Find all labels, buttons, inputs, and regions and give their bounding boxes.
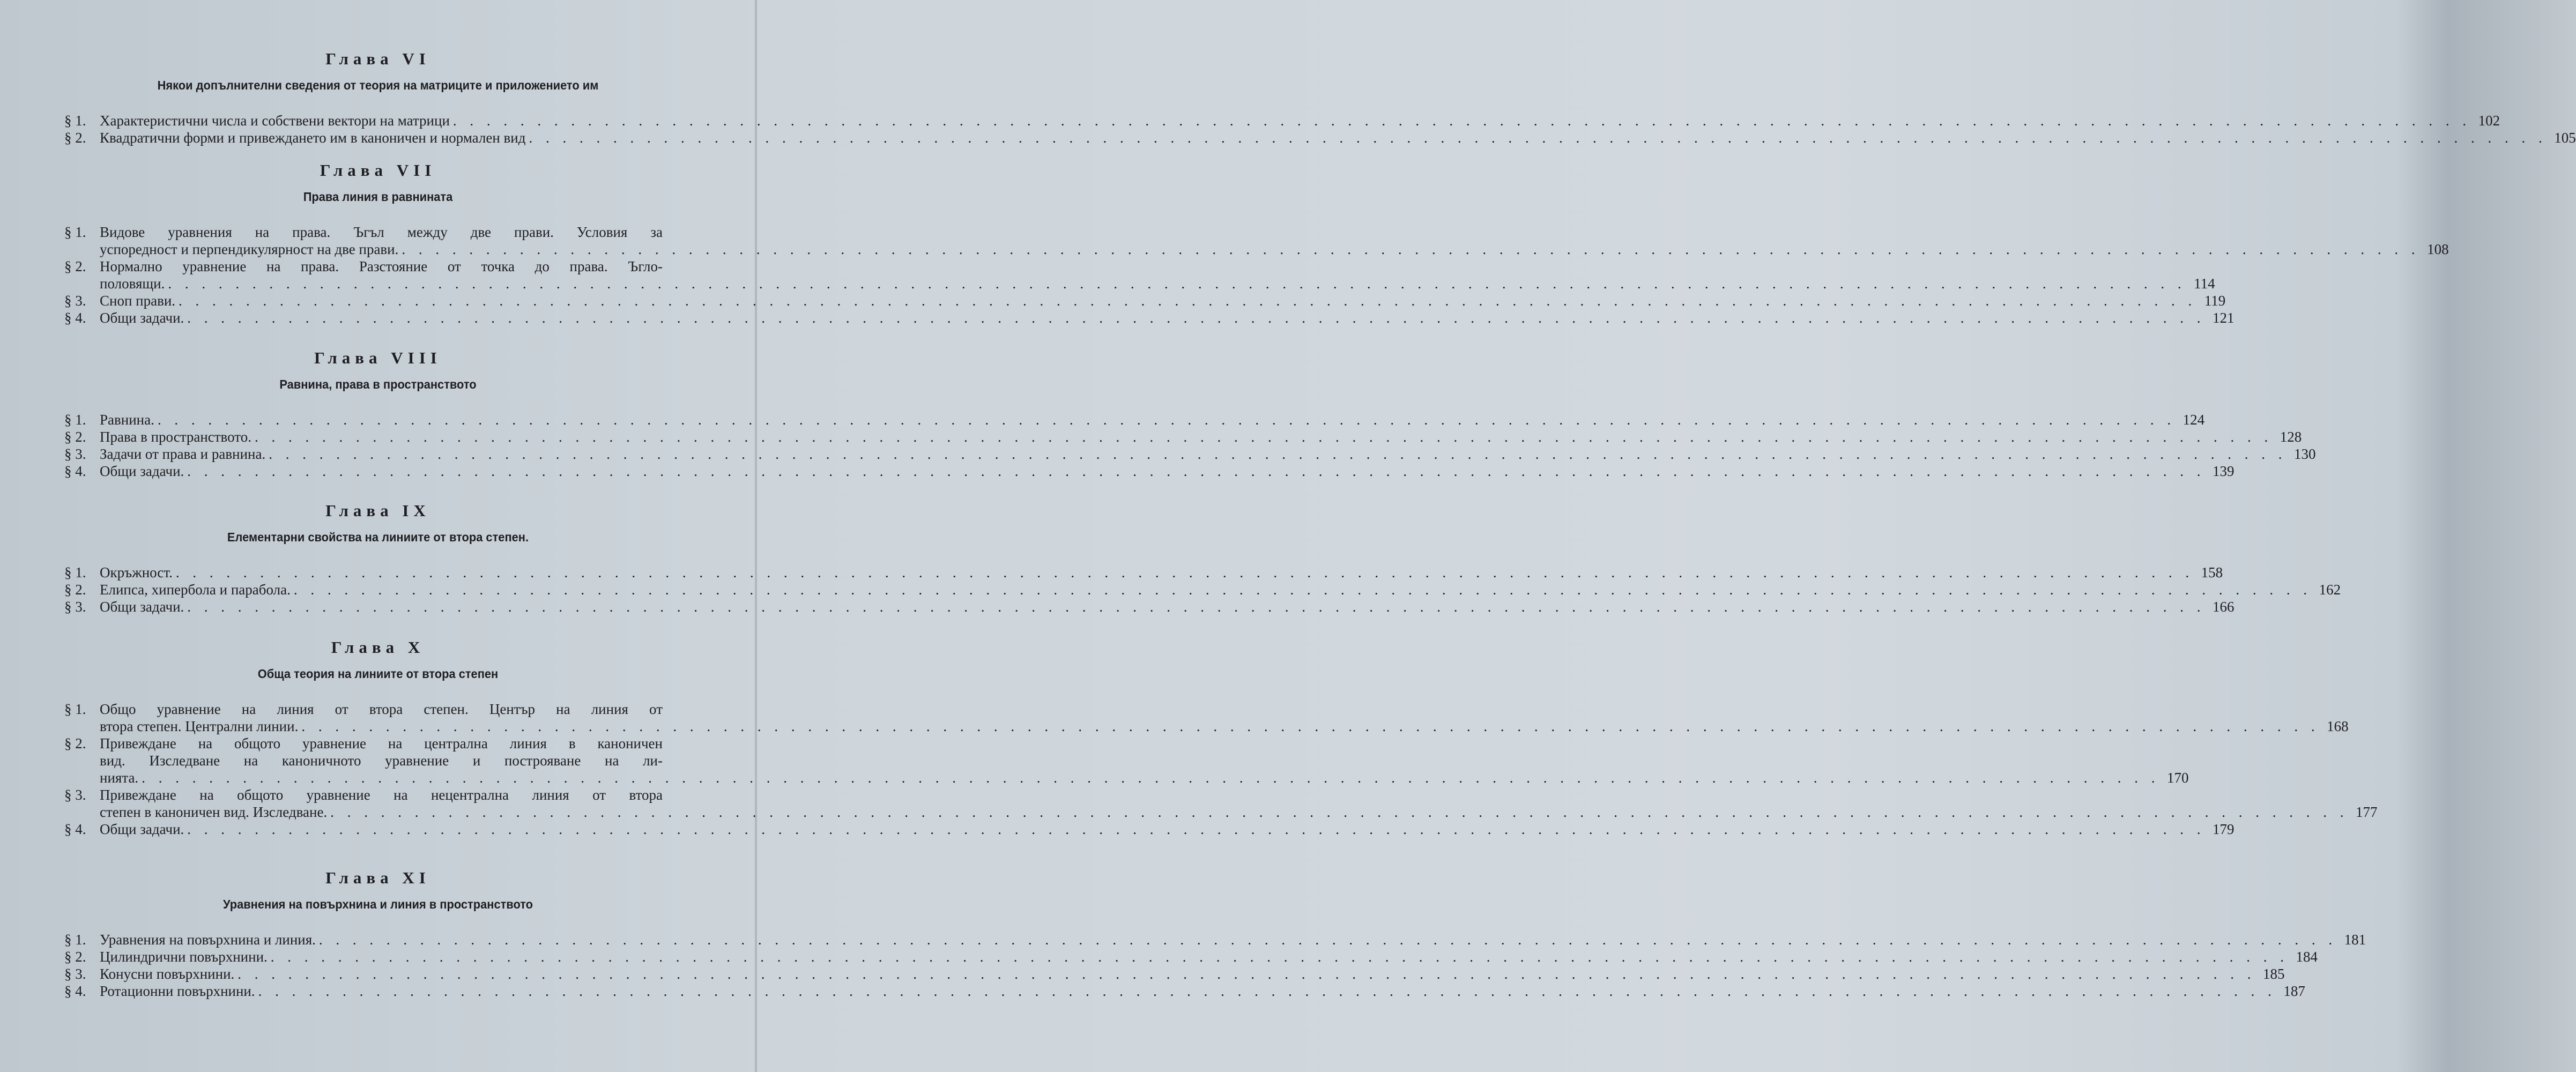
toc-entry[interactable] <box>64 564 2223 581</box>
entry-text: Общи задачи. <box>100 310 184 326</box>
toc-entry[interactable] <box>64 428 2302 445</box>
toc-entry[interactable] <box>64 112 2500 129</box>
entry-text: вид. Изследване на каноничното уравнение и построяване на ли- <box>100 753 663 769</box>
chapter-section <box>64 49 2576 146</box>
dot-leader: . . . . . . . . . . . . . . . . . . . . . . . . . . . . . . . . . . . . . . . . . . . . . . . . . . . . . . . . . . . . . . . . . . . . . . . . . . . . . . . . . . . . . . . . . . . . . . . . . . . . . . . . . . . . . . . . . . . . . . . . <box>142 770 2160 786</box>
dot-leader: . . . . . . . . . . . . . . . . . . . . . . . . . . . . . . . . . . . . . . . . . . . . . . . . . . . . . . . . . . . . . . . . . . . . . . . . . . . . . . . . . . . . . . . . . . . . . . . . . . . . . . . . . . . . . . . . . . . . . . . . <box>187 310 2206 326</box>
entry-text: Привеждане на общото уравнение на нецентрална линия от втора <box>100 787 663 803</box>
page-number: 121 <box>2213 310 2234 326</box>
page-number: 181 <box>2344 932 2366 948</box>
section-number: § 1. <box>64 564 86 580</box>
entry-text: втора степен. Централни линии. <box>100 718 299 734</box>
dot-leader: . . . . . . . . . . . . . . . . . . . . . . . . . . . . . . . . . . . . . . . . . . . . . . . . . . . . . . . . . . . . . . . . . . . . . . . . . . . . . . . . . . . . . . . . . . . . . . . . . . . . . . . . . . . . . . . . . . . . . . . . <box>269 446 2287 462</box>
chapter-section <box>64 348 2316 480</box>
page-number: 185 <box>2263 966 2285 982</box>
section-number: § 2. <box>64 429 86 445</box>
chapter-heading: Глава VII <box>320 161 436 180</box>
toc-entry[interactable] <box>64 965 2285 982</box>
entry-text: Сноп прави. <box>100 293 176 309</box>
entry-text: Равнина. <box>100 412 154 428</box>
toc-entry[interactable] <box>64 445 2316 463</box>
chapter-section <box>64 501 2341 615</box>
toc-entry[interactable] <box>64 735 2189 786</box>
page-number: 114 <box>2194 276 2215 292</box>
section-number: § 1. <box>64 932 86 948</box>
dot-leader: . . . . . . . . . . . . . . . . . . . . . . . . . . . . . . . . . . . . . . . . . . . . . . . . . . . . . . . . . . . . . . . . . . . . . . . . . . . . . . . . . . . . . . . . . . . . . . . . . . . . . . . . . . . . . . . . . . . . . . . . <box>254 429 2273 445</box>
chapter-section <box>64 161 2449 326</box>
page-number: 102 <box>2478 113 2500 129</box>
dot-leader: . . . . . . . . . . . . . . . . . . . . . . . . . . . . . . . . . . . . . . . . . . . . . . . . . . . . . . . . . . . . . . . . . . . . . . . . . . . . . . . . . . . . . . . . . . . . . . . . . . . . . . . . . . . . . . . . . . . . . . . . <box>175 564 2194 580</box>
chapter-section <box>64 868 2366 1000</box>
chapter-title: Уравнения на повърхнина и линия в пространството <box>222 897 533 911</box>
dot-leader: . . . . . . . . . . . . . . . . . . . . . . . . . . . . . . . . . . . . . . . . . . . . . . . . . . . . . . . . . . . . . . . . . . . . . . . . . . . . . . . . . . . . . . . . . . . . . . . . . . . . . . . . . . . . . . . . . . . . . . . . <box>293 582 2312 598</box>
page-number: 179 <box>2213 821 2234 837</box>
section-number: § 4. <box>64 310 86 326</box>
dot-leader: . . . . . . . . . . . . . . . . . . . . . . . . . . . . . . . . . . . . . . . . . . . . . . . . . . . . . . . . . . . . . . . . . . . . . . . . . . . . . . . . . . . . . . . . . . . . . . . . . . . . . . . . . . . . . . . . . . . . . . . . <box>330 804 2349 820</box>
chapter-title: Обща теория на линиите от втора степен <box>257 667 499 681</box>
entry-text: успоредност и перпендикулярност на две прави. <box>100 241 399 257</box>
dot-leader: . . . . . . . . . . . . . . . . . . . . . . . . . . . . . . . . . . . . . . . . . . . . . . . . . . . . . . . . . . . . . . . . . . . . . . . . . . . . . . . . . . . . . . . . . . . . . . . . . . . . . . . . . . . . . . . . . . . . . . . . <box>402 241 2420 257</box>
entry-text: нията. <box>100 770 139 786</box>
entry-list <box>64 931 2366 1000</box>
entry-text: Нормално уравнение на права. Разстояние от точка до права. Ъгло- <box>100 258 663 274</box>
entry-text: Права в пространството. <box>100 429 251 445</box>
section-number: § 2. <box>64 130 86 146</box>
entry-list <box>64 112 2576 146</box>
dot-leader: . . . . . . . . . . . . . . . . . . . . . . . . . . . . . . . . . . . . . . . . . . . . . . . . . . . . . . . . . . . . . . . . . . . . . . . . . . . . . . . . . . . . . . . . . . . . . . . . . . . . . . . . . . . . . . . . . . . . . . . . <box>168 276 2186 292</box>
section-number: § 1. <box>64 224 86 240</box>
chapter-heading: Глава VIII <box>314 348 442 367</box>
page-number: 128 <box>2280 429 2302 445</box>
page-number: 187 <box>2283 983 2305 999</box>
entry-text: Конусни повърхнини. <box>100 966 235 982</box>
page-number: 108 <box>2427 241 2449 257</box>
entry-text: Общи задачи. <box>100 599 184 615</box>
entry-text: Общи задачи. <box>100 463 184 479</box>
page-number: 119 <box>2204 293 2226 309</box>
entry-list <box>64 564 2341 615</box>
entry-text: Характеристични числа и собствени вектори на матрици <box>100 113 450 129</box>
entry-text: степен в каноничен вид. Изследване. <box>100 804 328 820</box>
dot-leader: . . . . . . . . . . . . . . . . . . . . . . . . . . . . . . . . . . . . . . . . . . . . . . . . . . . . . . . . . . . . . . . . . . . . . . . . . . . . . . . . . . . . . . . . . . . . . . . . . . . . . . . . . . . . . . . . . . . . . . . . <box>452 113 2471 129</box>
entry-text: Задачи от права и равнина. <box>100 446 266 462</box>
toc-entry[interactable] <box>64 786 2378 821</box>
section-number: § 1. <box>64 412 86 428</box>
page-number: 105 <box>2554 130 2576 146</box>
section-number: § 4. <box>64 821 86 837</box>
page-number: 158 <box>2201 564 2223 580</box>
toc-entry[interactable] <box>64 982 2305 1000</box>
entry-text: Окръжност. <box>100 564 173 580</box>
dot-leader: . . . . . . . . . . . . . . . . . . . . . . . . . . . . . . . . . . . . . . . . . . . . . . . . . . . . . . . . . . . . . . . . . . . . . . . . . . . . . . . . . . . . . . . . . . . . . . . . . . . . . . . . . . . . . . . . . . . . . . . . <box>187 821 2206 837</box>
section-number: § 3. <box>64 787 86 803</box>
section-number: § 3. <box>64 446 86 462</box>
toc-entry[interactable] <box>64 129 2576 146</box>
toc-entry[interactable] <box>64 411 2205 428</box>
section-number: § 4. <box>64 463 86 479</box>
toc-entry[interactable] <box>64 292 2226 309</box>
page-number: 130 <box>2293 446 2316 462</box>
chapter-section <box>64 638 2378 838</box>
entry-text: Цилиндрични повърхнини. <box>100 949 268 965</box>
section-number: § 3. <box>64 293 86 309</box>
dot-leader: . . . . . . . . . . . . . . . . . . . . . . . . . . . . . . . . . . . . . . . . . . . . . . . . . . . . . . . . . . . . . . . . . . . . . . . . . . . . . . . . . . . . . . . . . . . . . . . . . . . . . . . . . . . . . . . . . . . . . . . . <box>270 949 2289 965</box>
section-number: § 2. <box>64 735 86 751</box>
dot-leader: . . . . . . . . . . . . . . . . . . . . . . . . . . . . . . . . . . . . . . . . . . . . . . . . . . . . . . . . . . . . . . . . . . . . . . . . . . . . . . . . . . . . . . . . . . . . . . . . . . . . . . . . . . . . . . . . . . . . . . . . <box>157 412 2176 428</box>
dot-leader: . . . . . . . . . . . . . . . . . . . . . . . . . . . . . . . . . . . . . . . . . . . . . . . . . . . . . . . . . . . . . . . . . . . . . . . . . . . . . . . . . . . . . . . . . . . . . . . . . . . . . . . . . . . . . . . . . . . . . . . . <box>529 130 2547 146</box>
chapter-heading: Глава X <box>331 638 425 657</box>
section-number: § 2. <box>64 949 86 965</box>
page-number: 124 <box>2182 412 2205 428</box>
toc-entry[interactable] <box>64 224 2449 258</box>
entry-text: Привеждане на общото уравнение на централна линия в каноничен <box>100 735 663 751</box>
toc-entry[interactable] <box>64 581 2341 598</box>
toc-entry[interactable] <box>64 948 2318 965</box>
entry-list <box>64 224 2449 326</box>
page-number: 139 <box>2213 463 2234 479</box>
toc-entry[interactable] <box>64 931 2366 948</box>
section-number: § 1. <box>64 113 86 129</box>
entry-text: Квадратични форми и привеждането им в каноничен и нормален вид <box>100 130 526 146</box>
dot-leader: . . . . . . . . . . . . . . . . . . . . . . . . . . . . . . . . . . . . . . . . . . . . . . . . . . . . . . . . . . . . . . . . . . . . . . . . . . . . . . . . . . . . . . . . . . . . . . . . . . . . . . . . . . . . . . . . . . . . . . . . <box>237 966 2256 982</box>
dot-leader: . . . . . . . . . . . . . . . . . . . . . . . . . . . . . . . . . . . . . . . . . . . . . . . . . . . . . . . . . . . . . . . . . . . . . . . . . . . . . . . . . . . . . . . . . . . . . . . . . . . . . . . . . . . . . . . . . . . . . . . . <box>318 932 2337 948</box>
toc-entry[interactable] <box>64 598 2234 615</box>
entry-text: половящи. <box>100 276 165 292</box>
dot-leader: . . . . . . . . . . . . . . . . . . . . . . . . . . . . . . . . . . . . . . . . . . . . . . . . . . . . . . . . . . . . . . . . . . . . . . . . . . . . . . . . . . . . . . . . . . . . . . . . . . . . . . . . . . . . . . . . . . . . . . . . <box>187 463 2206 479</box>
dot-leader: . . . . . . . . . . . . . . . . . . . . . . . . . . . . . . . . . . . . . . . . . . . . . . . . . . . . . . . . . . . . . . . . . . . . . . . . . . . . . . . . . . . . . . . . . . . . . . . . . . . . . . . . . . . . . . . . . . . . . . . . <box>179 293 2197 309</box>
toc-entry[interactable] <box>64 309 2234 326</box>
toc-entry[interactable] <box>64 701 2349 735</box>
dot-leader: . . . . . . . . . . . . . . . . . . . . . . . . . . . . . . . . . . . . . . . . . . . . . . . . . . . . . . . . . . . . . . . . . . . . . . . . . . . . . . . . . . . . . . . . . . . . . . . . . . . . . . . . . . . . . . . . . . . . . . . . <box>301 718 2320 734</box>
page-number: 184 <box>2296 949 2318 965</box>
toc-entry[interactable] <box>64 463 2234 480</box>
toc-entry[interactable] <box>64 821 2234 838</box>
entry-text: Елипса, хипербола и парабола. <box>100 582 291 598</box>
toc-entry[interactable] <box>64 258 2215 292</box>
page-number: 170 <box>2166 770 2189 786</box>
entry-text: Уравнения на повърхнина и линия. <box>100 932 316 948</box>
page-number: 166 <box>2213 599 2234 615</box>
section-number: § 3. <box>64 966 86 982</box>
chapter-heading: Глава IX <box>325 501 430 520</box>
entry-list <box>64 701 2378 838</box>
chapter-title: Елементарни свойства на линиите от втора степен. <box>227 530 529 544</box>
entry-text: Ротационни повърхнини. <box>100 983 255 999</box>
entry-text: Общи задачи. <box>100 821 184 837</box>
section-number: § 2. <box>64 258 86 274</box>
page-edge <box>755 0 757 1072</box>
section-number: § 2. <box>64 582 86 598</box>
dot-leader: . . . . . . . . . . . . . . . . . . . . . . . . . . . . . . . . . . . . . . . . . . . . . . . . . . . . . . . . . . . . . . . . . . . . . . . . . . . . . . . . . . . . . . . . . . . . . . . . . . . . . . . . . . . . . . . . . . . . . . . . <box>258 983 2276 999</box>
entry-text: Видове уравнения на права. Ъгъл между две прави. Условия за <box>100 224 663 240</box>
page-number: 168 <box>2327 718 2349 734</box>
entry-text: Общо уравнение на линия от втора степен. Център на линия от <box>100 701 663 717</box>
page-number: 162 <box>2319 582 2341 598</box>
entry-list <box>64 411 2316 480</box>
dot-leader: . . . . . . . . . . . . . . . . . . . . . . . . . . . . . . . . . . . . . . . . . . . . . . . . . . . . . . . . . . . . . . . . . . . . . . . . . . . . . . . . . . . . . . . . . . . . . . . . . . . . . . . . . . . . . . . . . . . . . . . . <box>187 599 2206 615</box>
chapter-heading: Глава VI <box>325 49 430 68</box>
chapter-title: Равнина, права в пространството <box>279 377 477 391</box>
page-number: 177 <box>2355 804 2378 820</box>
chapter-title: Права линия в равнината <box>303 190 453 204</box>
chapter-heading: Глава XI <box>325 868 430 887</box>
section-number: § 4. <box>64 983 86 999</box>
section-number: § 1. <box>64 701 86 717</box>
section-number: § 3. <box>64 599 86 615</box>
chapter-title: Някои допълнителни сведения от теория на матриците и приложението им <box>157 78 599 92</box>
